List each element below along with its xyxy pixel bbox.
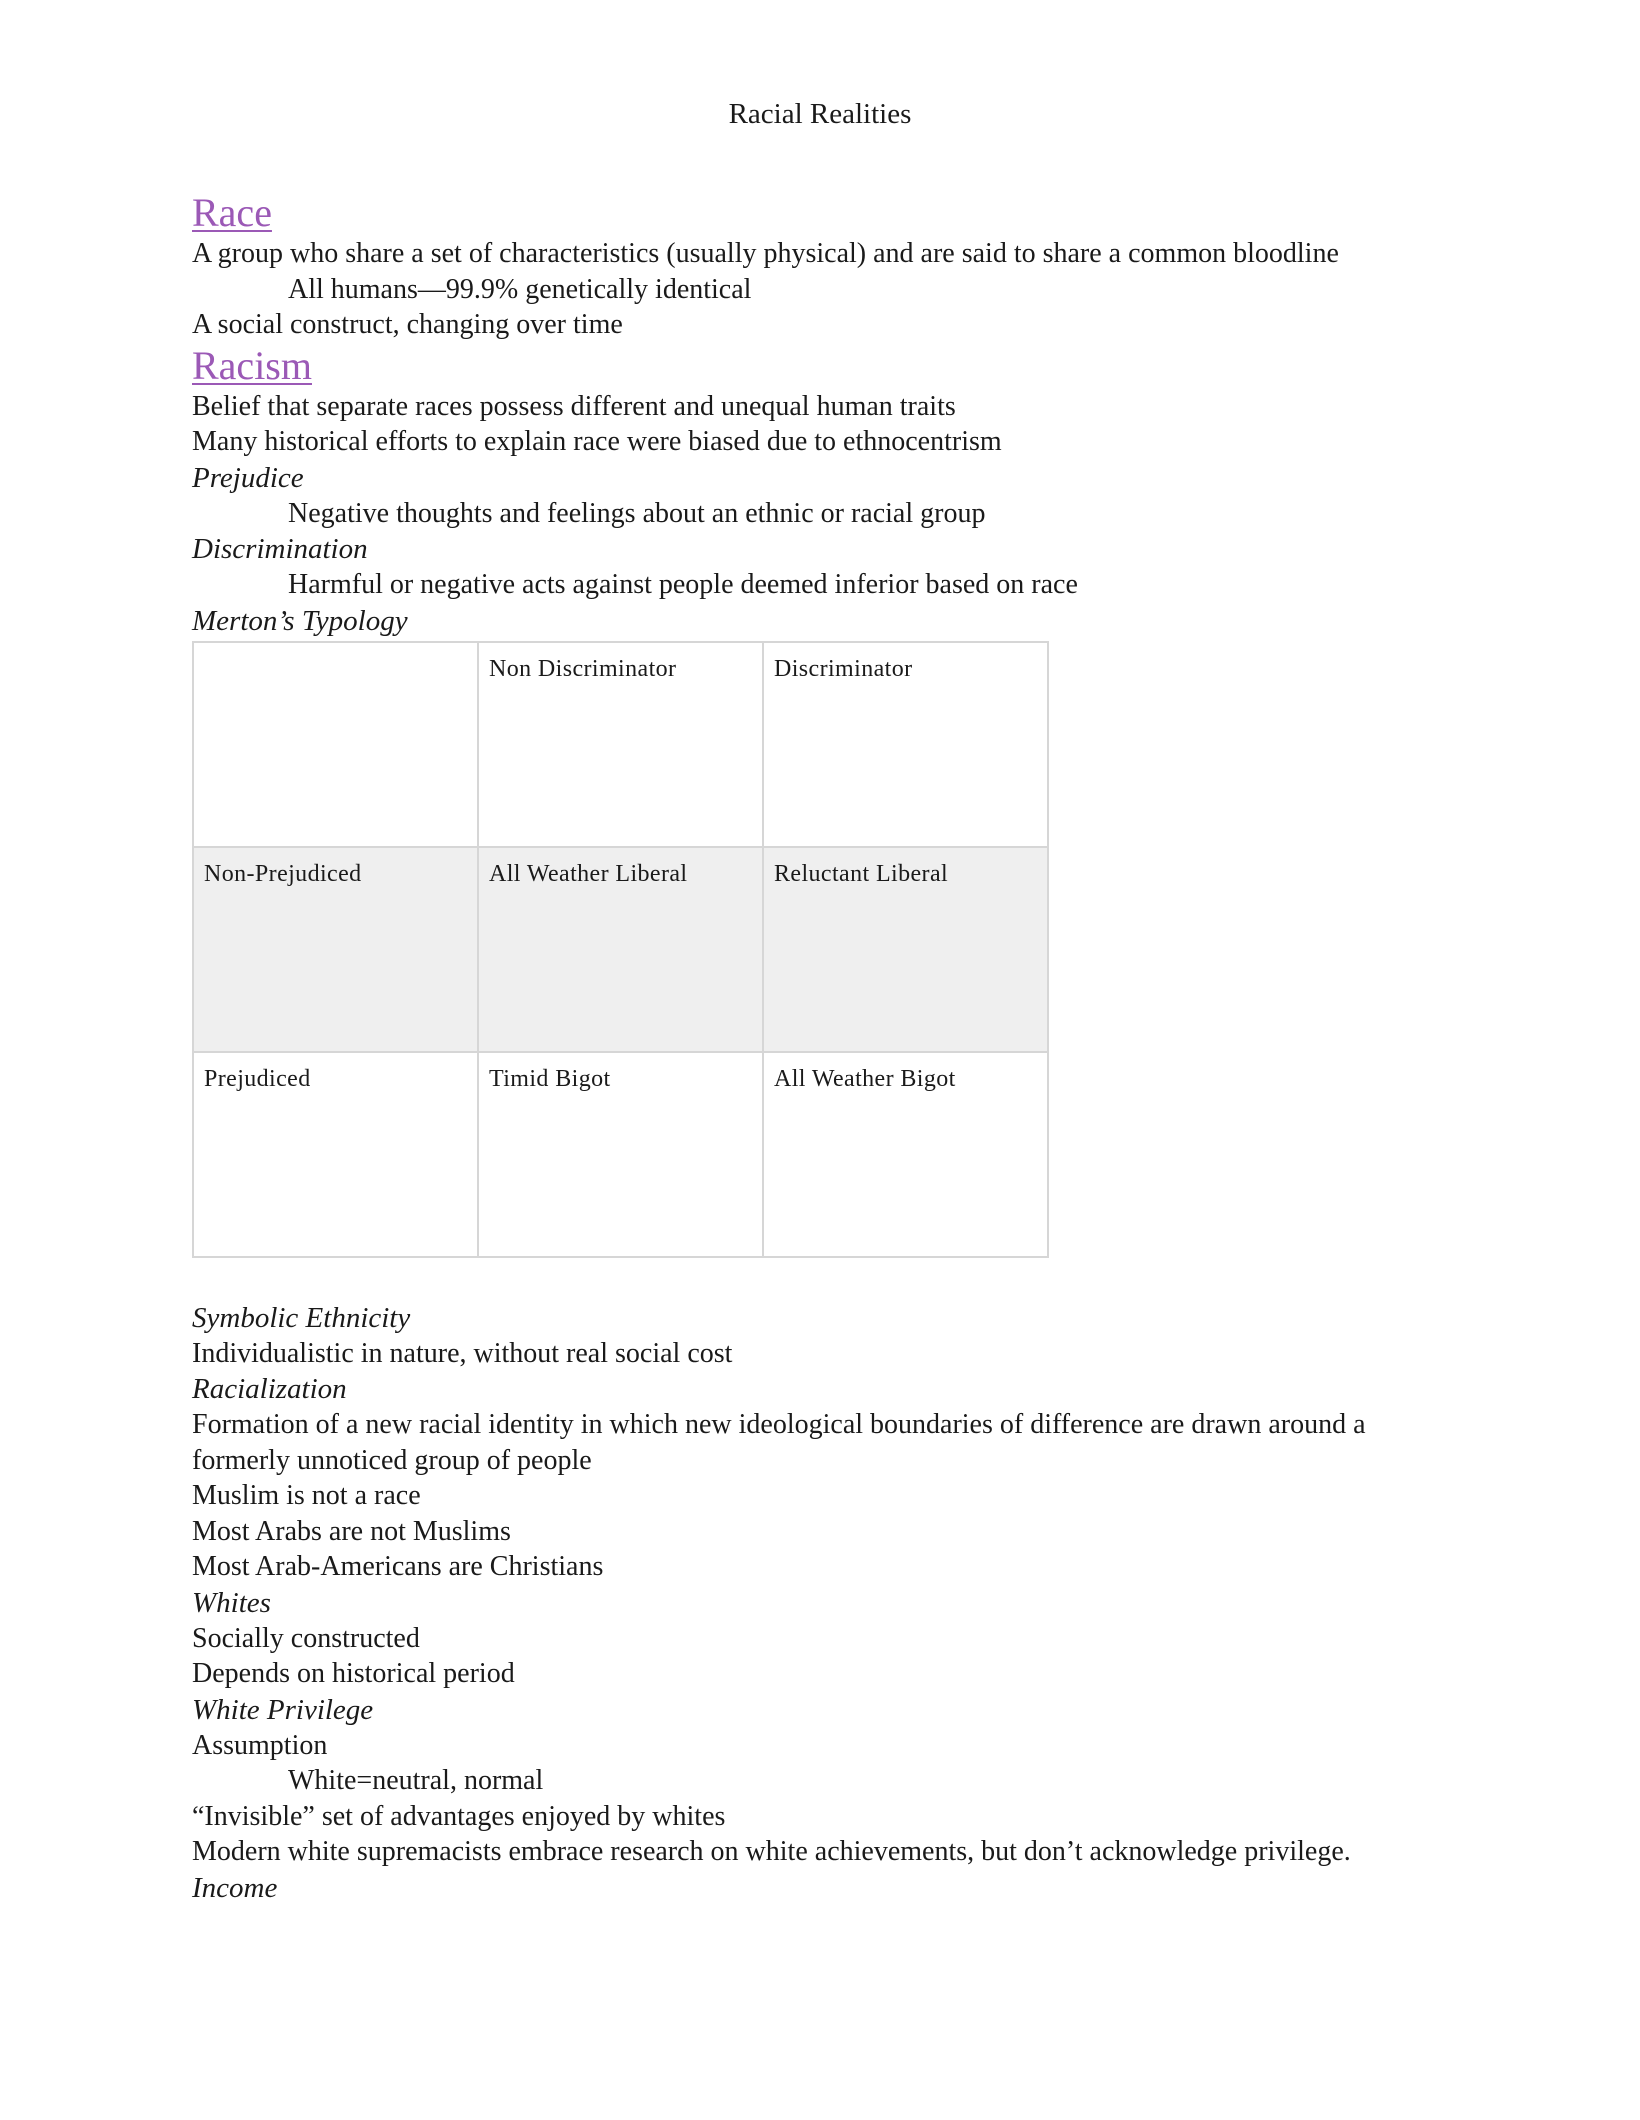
racialization-definition: Formation of a new racial identity in which new ideological boundaries of difference are drawn around a formerly unnoticed group of people (192, 1409, 1366, 1476)
racism-heading: Racism (192, 342, 312, 388)
table-cell: All Weather Bigot (763, 1052, 1048, 1257)
table-cell: Reluctant Liberal (763, 847, 1048, 1052)
race-social-construct: A social construct, changing over time (192, 309, 623, 340)
income-term: Income (192, 1871, 278, 1904)
racism-history-note: Many historical efforts to explain race were biased due to ethnocentrism (192, 426, 1002, 457)
symbolic-ethnicity-definition: Individualistic in nature, without real social cost (192, 1337, 733, 1369)
document-body (192, 190, 1492, 1906)
table-row (193, 1052, 1048, 1257)
prejudice-definition: Negative thoughts and feelings about an ethnic or racial group (288, 497, 986, 529)
table-row-label: Non-Prejudiced (193, 847, 478, 1052)
symbolic-ethnicity-term: Symbolic Ethnicity (192, 1301, 411, 1334)
race-genetics-note: All humans—99.9% genetically identical (288, 273, 752, 305)
white-privilege-neutral: White=neutral, normal (288, 1765, 544, 1796)
racialization-term: Racialization (192, 1373, 347, 1405)
table-header-non-discriminator: Non Discriminator (478, 642, 763, 847)
white-privilege-supremacists: Modern white supremacists embrace research on white achievements, but don’t acknowledge privilege. (192, 1836, 1351, 1867)
discrimination-definition: Harmful or negative acts against people deemed inferior based on race (288, 569, 1078, 600)
table-header-discriminator: Discriminator (763, 642, 1048, 847)
merton-typology-table (192, 641, 1049, 1258)
racialization-note-muslim: Muslim is not a race (192, 1480, 421, 1511)
racialization-note-arabs: Most Arabs are not Muslims (192, 1515, 511, 1547)
table-row-label: Prejudiced (193, 1052, 478, 1257)
racism-definition: Belief that separate races possess different and unequal human traits (192, 390, 956, 422)
whites-term: Whites (192, 1586, 271, 1619)
whites-note-constructed: Socially constructed (192, 1622, 420, 1654)
white-privilege-advantages: “Invisible” set of advantages enjoyed by whites (192, 1800, 726, 1832)
table-header-row (193, 642, 1048, 847)
white-privilege-assumption: Assumption (192, 1729, 328, 1761)
racialization-note-arab-americans: Most Arab-Americans are Christians (192, 1551, 604, 1582)
table-corner-cell (193, 642, 478, 847)
table-row (193, 847, 1048, 1052)
prejudice-term: Prejudice (192, 461, 304, 494)
discrimination-term: Discrimination (192, 533, 368, 565)
race-heading: Race (192, 190, 272, 235)
race-definition: A group who share a set of characteristics (usually physical) and are said to share a common bloodline (192, 238, 1339, 269)
table-cell: All Weather Liberal (478, 847, 763, 1052)
whites-note-period: Depends on historical period (192, 1658, 515, 1689)
typology-term: Merton’s Typology (192, 604, 408, 637)
table-cell: Timid Bigot (478, 1052, 763, 1257)
document-title: Racial Realities (728, 98, 912, 130)
white-privilege-term: White Privilege (192, 1693, 374, 1726)
